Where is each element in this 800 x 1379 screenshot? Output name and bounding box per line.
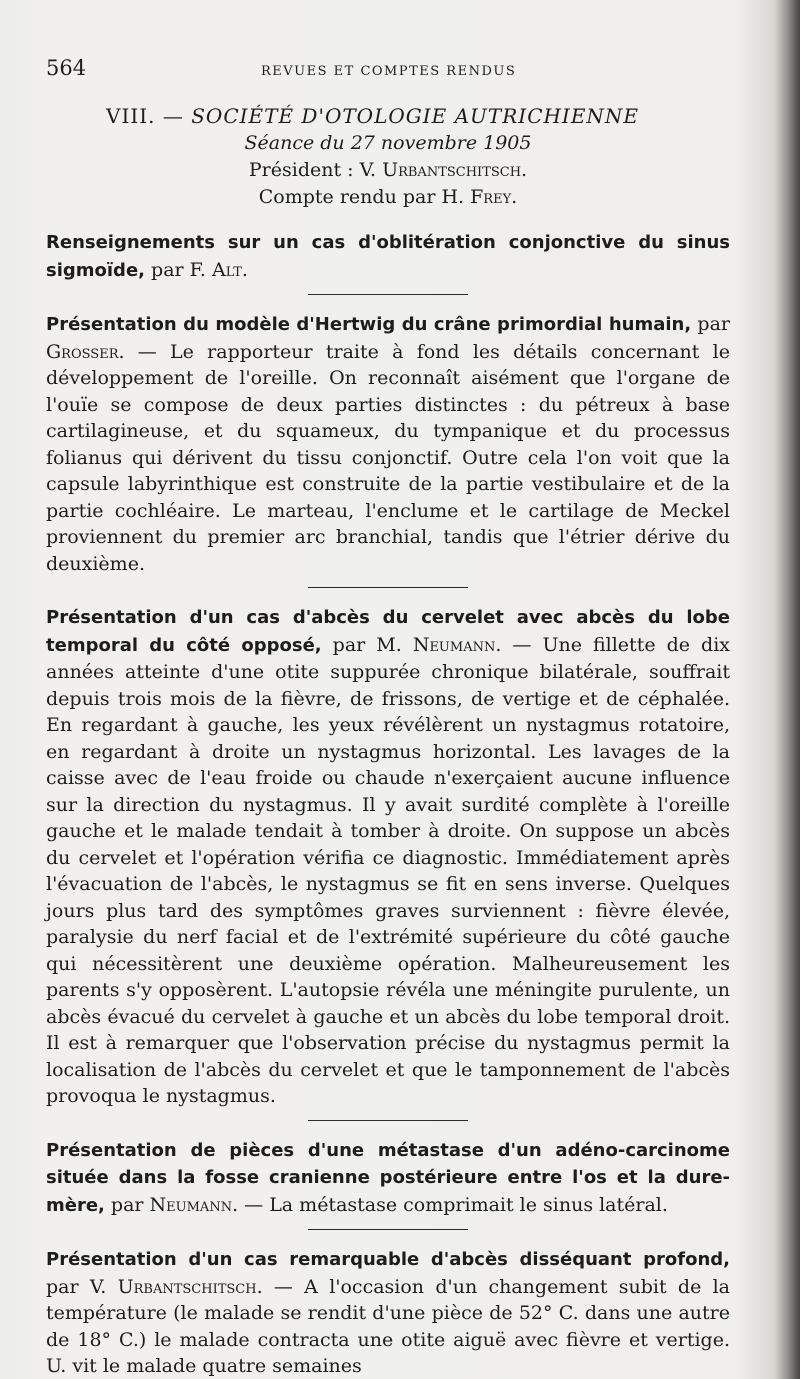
article-author-prefix: par F. (145, 258, 212, 281)
article-title: Présentation du modèle d'Hertwig du crâne primordial humain, (46, 314, 692, 335)
article-3 (46, 604, 730, 1110)
page-content (46, 56, 730, 1379)
article-author: Neumann. (412, 633, 502, 656)
section-divider (308, 1120, 468, 1121)
article-author: Alt. (211, 258, 248, 281)
report-label: Compte rendu par H. (258, 186, 465, 208)
report-line (46, 184, 730, 211)
article-title: Présentation d'un cas remarquable d'abcès disséquant profond, (46, 1249, 730, 1270)
page-header (46, 56, 730, 102)
article-title: Présentation d'un cas d'abcès du cervelet avec abcès du lobe temporal du côté opposé, (46, 607, 730, 656)
session-date: Séance du 27 novembre 1905 (244, 132, 532, 154)
article-author-prefix: par V. (46, 1275, 118, 1298)
article-author: Neumann. (149, 1193, 239, 1216)
article-body: — Le rapporteur traite à fond les détails concernant le développement de l'oreille. On reconnaît aisément que l'organe de l'ouïe se compose de deux parties distinctes : du pétreux à base cartilagineuse, et du squameux, du tympanique et du processus folianus qui dérivent du tissu conjonctif. Outre cela l'on voit que la capsule labyrinthique est construite de la partie vestibulaire et de la partie cochléaire. Le marteau, l'enclume et le cartilage de Meckel proviennent du premier arc branchial, tandis que l'étrier dérive du deuxième. (46, 340, 730, 575)
running-title: REVUES ET COMPTES RENDUS (261, 64, 517, 79)
article-title: Présentation de pièces d'une métastase d'un adéno-carcinome située dans la fosse cranienne postérieure entre l'os et la dure-mère, (46, 1139, 730, 1216)
report-name: Frey. (470, 186, 518, 208)
page-edge-shadow (774, 0, 800, 1379)
article-4 (46, 1137, 730, 1220)
article-2 (46, 311, 730, 577)
president-name: Urbantschitsch. (382, 159, 528, 181)
article-body: — La métastase comprimait le sinus latéral. (238, 1193, 668, 1216)
article-1 (46, 229, 730, 284)
article-author-prefix: par (104, 1193, 150, 1216)
president-label: Président : V. (248, 159, 377, 181)
article-author-prefix: par (691, 313, 730, 335)
section-divider (308, 587, 468, 588)
president-line (46, 157, 730, 184)
article-body: — Une fillette de dix années atteinte d'une otite suppurée chronique bilatérale, souffrait depuis trois mois de la fièvre, de frissons, de vertige et de céphalée. En regardant à gauche, les yeux révélèrent un nystagmus rotatoire, en regardant à droite un nystagmus horizontal. Les lavages de la caisse avec de l'eau froide ou chaude n'exerçaient aucune influence sur la direction du nystagmus. Il y avait surdité complète à l'oreille gauche et le malade tendait à tomber à droite. On suppose un abcès du cervelet et l'opération vérifia ce diagnostic. Immédiatement après l'évacuation de l'abcès, le nystagmus se fit en sens inverse. Quelques jours plus tard des symptômes graves surviennent : fièvre élevée, paralysie du nerf facial et de l'extrémité supérieure du côté gauche qui nécessitèrent une deuxième opération. Malheureusement les parents s'y opposèrent. L'autopsie révéla une méningite purulente, un abcès évacué du cervelet à gauche et un abcès du lobe temporal droit. Il est à remarquer que l'observation précise du nystagmus permit la localisation de l'abcès du cervelet et que le tamponnement de l'abcès provoqua le nystagmus. (46, 633, 731, 1107)
section-divider (308, 1229, 468, 1230)
section-number: VIII. — (106, 104, 184, 128)
article-title: Renseignements sur un cas d'oblitération conjonctive du sinus sigmoïde, (46, 232, 730, 281)
article-author: Grosser. (46, 340, 125, 363)
article-5 (46, 1246, 730, 1379)
article-body: — A l'occasion d'un changement subit de la température (le malade se rendit d'une pièce de 52° C. dans une autre de 18° C.) le malade contracta une otite aiguë avec fièvre et vertige. U. vit le malade quatre semaines (46, 1275, 731, 1377)
page-number: 564 (46, 56, 87, 80)
section-name: SOCIÉTÉ D'OTOLOGIE AUTRICHIENNE (191, 104, 640, 128)
section-title (106, 102, 730, 130)
article-author-prefix: par M. (321, 633, 413, 656)
section-divider (308, 294, 468, 295)
article-author: Urbantschitsch. (117, 1275, 263, 1298)
